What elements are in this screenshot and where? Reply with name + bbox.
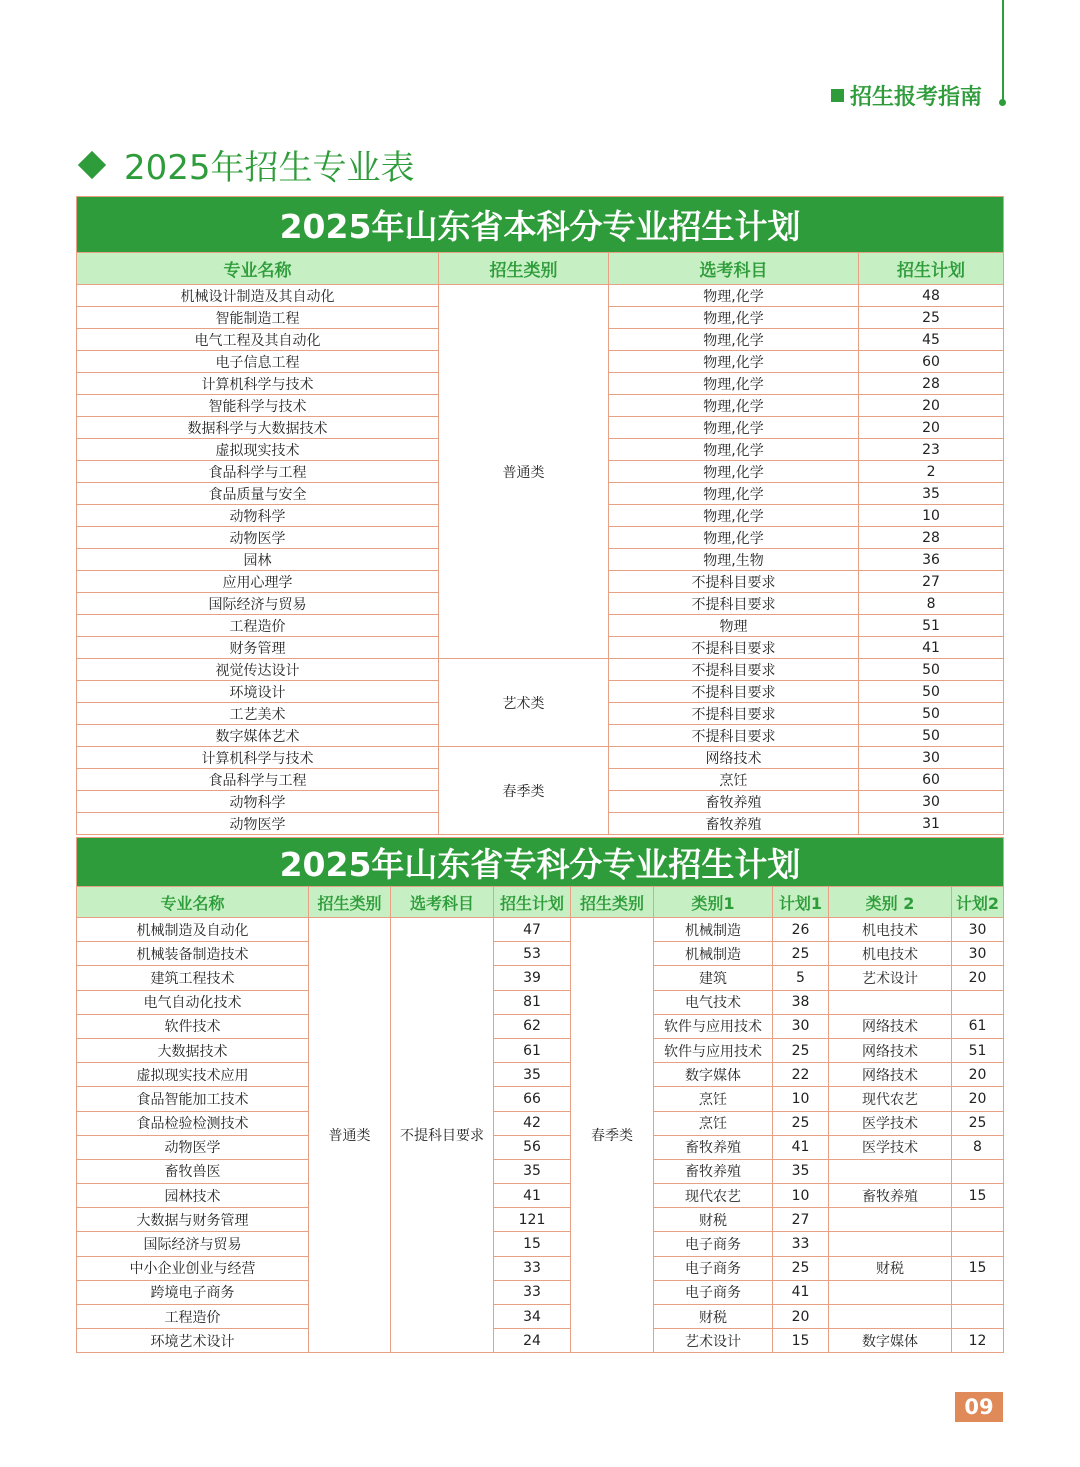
major-cell: 建筑工程技术 [77, 966, 309, 990]
section-title-text: 2025年招生专业表 [124, 148, 415, 188]
major-cell: 食品科学与工程 [77, 461, 439, 483]
subject-cell: 不提科目要求 [609, 659, 859, 681]
category2-cell [829, 1305, 952, 1329]
major-cell: 大数据技术 [77, 1038, 309, 1062]
plan-cell: 20 [859, 417, 1004, 439]
major-cell: 食品智能加工技术 [77, 1087, 309, 1111]
subject-cell: 物理,化学 [609, 417, 859, 439]
major-cell: 机械设计制造及其自动化 [77, 285, 439, 307]
plan-cell: 30 [859, 791, 1004, 813]
table-row [77, 1232, 1004, 1256]
plan-cell: 66 [494, 1087, 571, 1111]
subject-cell: 网络技术 [609, 747, 859, 769]
subject-cell: 物理,化学 [609, 527, 859, 549]
table-row [77, 659, 1004, 681]
col-header-spring-category: 招生类别 [571, 887, 654, 918]
plan2-cell [952, 990, 1004, 1014]
plan-cell: 60 [859, 351, 1004, 373]
major-cell: 大数据与财务管理 [77, 1208, 309, 1232]
plan1-cell: 20 [773, 1305, 829, 1329]
subject-cell: 物理,化学 [609, 351, 859, 373]
diamond-bullet-icon [78, 150, 106, 178]
plan2-cell [952, 1159, 1004, 1183]
plan-cell: 20 [859, 395, 1004, 417]
plan-cell: 48 [859, 285, 1004, 307]
plan-cell: 2 [859, 461, 1004, 483]
major-cell: 动物医学 [77, 813, 439, 835]
subject-cell: 物理,化学 [609, 285, 859, 307]
plan-cell: 28 [859, 527, 1004, 549]
plan1-cell: 27 [773, 1208, 829, 1232]
category1-cell: 机械制造 [654, 918, 773, 942]
category1-cell: 机械制造 [654, 942, 773, 966]
category2-cell: 现代农艺 [829, 1087, 952, 1111]
major-cell: 国际经济与贸易 [77, 1232, 309, 1256]
category2-cell: 财税 [829, 1256, 952, 1280]
major-cell: 动物医学 [77, 1135, 309, 1159]
plan1-cell: 5 [773, 966, 829, 990]
plan2-cell [952, 1305, 1004, 1329]
major-cell: 电气工程及其自动化 [77, 329, 439, 351]
plan2-cell: 8 [952, 1135, 1004, 1159]
plan2-cell: 51 [952, 1038, 1004, 1062]
major-cell: 虚拟现实技术 [77, 439, 439, 461]
plan-cell: 42 [494, 1111, 571, 1135]
plan-cell: 33 [494, 1256, 571, 1280]
plan-cell: 33 [494, 1280, 571, 1304]
guide-header [831, 80, 982, 111]
col-header-category: 招生类别 [439, 253, 609, 285]
table-row [77, 285, 1004, 307]
category1-cell: 畜牧养殖 [654, 1135, 773, 1159]
subject-cell: 物理,生物 [609, 549, 859, 571]
category1-cell: 软件与应用技术 [654, 1014, 773, 1038]
major-cell: 数字媒体艺术 [77, 725, 439, 747]
subject-cell: 物理 [609, 615, 859, 637]
table-row [77, 1280, 1004, 1304]
plan-cell: 36 [859, 549, 1004, 571]
plan-cell: 50 [859, 725, 1004, 747]
col-header-category2: 类别 2 [829, 887, 952, 918]
plan2-cell: 30 [952, 918, 1004, 942]
category2-cell [829, 1159, 952, 1183]
plan1-cell: 25 [773, 942, 829, 966]
major-cell: 机械制造及自动化 [77, 918, 309, 942]
category2-cell: 网络技术 [829, 1038, 952, 1062]
plan-cell: 51 [859, 615, 1004, 637]
plan-cell: 15 [494, 1232, 571, 1256]
subject-cell: 畜牧养殖 [609, 813, 859, 835]
major-cell: 电气自动化技术 [77, 990, 309, 1014]
table-row [77, 1038, 1004, 1062]
plan-cell: 30 [859, 747, 1004, 769]
category1-cell: 财税 [654, 1305, 773, 1329]
major-cell: 畜牧兽医 [77, 1159, 309, 1183]
plan1-cell: 25 [773, 1111, 829, 1135]
table-row [77, 1063, 1004, 1087]
subject-cell: 物理,化学 [609, 395, 859, 417]
major-cell: 智能制造工程 [77, 307, 439, 329]
major-cell: 食品质量与安全 [77, 483, 439, 505]
table-row [77, 1014, 1004, 1038]
plan1-cell: 15 [773, 1329, 829, 1353]
table-row [77, 942, 1004, 966]
table-row [77, 1208, 1004, 1232]
major-cell: 财务管理 [77, 637, 439, 659]
major-cell: 应用心理学 [77, 571, 439, 593]
subject-cell: 物理,化学 [609, 461, 859, 483]
major-cell: 动物科学 [77, 791, 439, 813]
plan2-cell [952, 1232, 1004, 1256]
page-number: 09 [955, 1392, 1003, 1422]
subject-cell: 不提科目要求 [609, 593, 859, 615]
subject-cell: 物理,化学 [609, 329, 859, 351]
category1-cell: 数字媒体 [654, 1063, 773, 1087]
plan-cell: 25 [859, 307, 1004, 329]
category1-cell: 建筑 [654, 966, 773, 990]
plan2-cell: 20 [952, 1087, 1004, 1111]
plan1-cell: 25 [773, 1256, 829, 1280]
plan-cell: 41 [859, 637, 1004, 659]
category1-cell: 软件与应用技术 [654, 1038, 773, 1062]
category2-cell [829, 1208, 952, 1232]
plan1-cell: 33 [773, 1232, 829, 1256]
plan-cell: 61 [494, 1038, 571, 1062]
category2-cell: 数字媒体 [829, 1329, 952, 1353]
table-row [77, 966, 1004, 990]
plan-cell: 62 [494, 1014, 571, 1038]
category2-cell [829, 990, 952, 1014]
plan1-cell: 10 [773, 1087, 829, 1111]
major-cell: 工艺美术 [77, 703, 439, 725]
subject-cell: 烹饪 [609, 769, 859, 791]
table-row [77, 918, 1004, 942]
category1-cell: 财税 [654, 1208, 773, 1232]
category1-cell: 烹饪 [654, 1111, 773, 1135]
category2-cell: 医学技术 [829, 1111, 952, 1135]
category2-cell: 医学技术 [829, 1135, 952, 1159]
plan-cell: 23 [859, 439, 1004, 461]
plan2-cell: 30 [952, 942, 1004, 966]
plan1-cell: 35 [773, 1159, 829, 1183]
plan1-cell: 25 [773, 1038, 829, 1062]
plan-cell: 39 [494, 966, 571, 990]
category1-cell: 电子商务 [654, 1280, 773, 1304]
plan-cell: 60 [859, 769, 1004, 791]
major-cell: 软件技术 [77, 1014, 309, 1038]
plan-cell: 35 [494, 1063, 571, 1087]
major-cell: 工程造价 [77, 1305, 309, 1329]
guide-label: 招生报考指南 [849, 85, 982, 110]
plan-cell: 50 [859, 681, 1004, 703]
major-cell: 智能科学与技术 [77, 395, 439, 417]
col-header-subject: 选考科目 [391, 887, 494, 918]
col-header-plan: 招生计划 [859, 253, 1004, 285]
major-cell: 环境艺术设计 [77, 1329, 309, 1353]
square-bullet-icon [831, 89, 844, 102]
plan1-cell: 41 [773, 1280, 829, 1304]
plan-cell: 10 [859, 505, 1004, 527]
plan2-cell: 20 [952, 966, 1004, 990]
category-cell: 春季类 [439, 747, 609, 835]
col-header-subject: 选考科目 [609, 253, 859, 285]
plan-cell: 35 [859, 483, 1004, 505]
subject-cell: 畜牧养殖 [609, 791, 859, 813]
category1-cell: 现代农艺 [654, 1184, 773, 1208]
category1-cell: 烹饪 [654, 1087, 773, 1111]
plan-cell: 47 [494, 918, 571, 942]
plan-cell: 121 [494, 1208, 571, 1232]
plan-cell: 24 [494, 1329, 571, 1353]
subject-cell: 物理,化学 [609, 373, 859, 395]
category2-cell: 畜牧养殖 [829, 1184, 952, 1208]
plan-cell: 45 [859, 329, 1004, 351]
vocational-table-title: 2025年山东省专科分专业招生计划 [77, 838, 1004, 887]
plan2-cell [952, 1208, 1004, 1232]
category2-cell [829, 1280, 952, 1304]
vertical-accent-line [1002, 0, 1004, 100]
major-cell: 园林 [77, 549, 439, 571]
plan-cell: 81 [494, 990, 571, 1014]
subject-cell: 物理,化学 [609, 505, 859, 527]
category1-cell: 畜牧养殖 [654, 1159, 773, 1183]
col-header-major: 专业名称 [77, 253, 439, 285]
plan-cell: 35 [494, 1159, 571, 1183]
plan-cell: 53 [494, 942, 571, 966]
col-header-category1: 类别1 [654, 887, 773, 918]
plan-cell: 56 [494, 1135, 571, 1159]
col-header-major: 专业名称 [77, 887, 309, 918]
major-cell: 计算机科学与技术 [77, 747, 439, 769]
plan1-cell: 38 [773, 990, 829, 1014]
major-cell: 动物科学 [77, 505, 439, 527]
subject-cell: 不提科目要求 [609, 725, 859, 747]
accent-dot [999, 99, 1006, 106]
plan1-cell: 10 [773, 1184, 829, 1208]
category2-cell: 网络技术 [829, 1014, 952, 1038]
major-cell: 中小企业创业与经营 [77, 1256, 309, 1280]
table-row [77, 990, 1004, 1014]
col-header-plan2: 计划2 [952, 887, 1004, 918]
category2-cell: 艺术设计 [829, 966, 952, 990]
table-row [77, 1111, 1004, 1135]
category2-cell [829, 1232, 952, 1256]
section-title [80, 140, 415, 189]
table-row [77, 1159, 1004, 1183]
major-cell: 园林技术 [77, 1184, 309, 1208]
subject-cell: 不提科目要求 [609, 703, 859, 725]
plan2-cell: 20 [952, 1063, 1004, 1087]
table-row [77, 1135, 1004, 1159]
subject-cell: 物理,化学 [609, 483, 859, 505]
major-cell: 虚拟现实技术应用 [77, 1063, 309, 1087]
plan-cell: 27 [859, 571, 1004, 593]
major-cell: 动物医学 [77, 527, 439, 549]
category1-cell: 电子商务 [654, 1256, 773, 1280]
plan-cell: 31 [859, 813, 1004, 835]
major-cell: 食品科学与工程 [77, 769, 439, 791]
table-row [77, 747, 1004, 769]
plan-cell: 50 [859, 659, 1004, 681]
category-cell: 艺术类 [439, 659, 609, 747]
plan2-cell: 15 [952, 1184, 1004, 1208]
plan-cell: 28 [859, 373, 1004, 395]
major-cell: 机械装备制造技术 [77, 942, 309, 966]
table-row [77, 1256, 1004, 1280]
category1-cell: 艺术设计 [654, 1329, 773, 1353]
plan-cell: 41 [494, 1184, 571, 1208]
vocational-plan-table [76, 837, 1004, 1353]
plan-cell: 34 [494, 1305, 571, 1329]
category2-cell: 机电技术 [829, 942, 952, 966]
plan2-cell: 15 [952, 1256, 1004, 1280]
plan1-cell: 41 [773, 1135, 829, 1159]
table-row [77, 1329, 1004, 1353]
subject-cell: 物理,化学 [609, 439, 859, 461]
undergrad-table-title: 2025年山东省本科分专业招生计划 [77, 197, 1004, 253]
major-cell: 数据科学与大数据技术 [77, 417, 439, 439]
major-cell: 视觉传达设计 [77, 659, 439, 681]
plan1-cell: 30 [773, 1014, 829, 1038]
category1-cell: 电子商务 [654, 1232, 773, 1256]
col-header-plan1: 计划1 [773, 887, 829, 918]
category2-cell: 网络技术 [829, 1063, 952, 1087]
subject-cell: 不提科目要求 [609, 571, 859, 593]
table-row [77, 1184, 1004, 1208]
major-cell: 工程造价 [77, 615, 439, 637]
major-cell: 国际经济与贸易 [77, 593, 439, 615]
col-header-category: 招生类别 [309, 887, 391, 918]
table-row [77, 1305, 1004, 1329]
plan2-cell: 25 [952, 1111, 1004, 1135]
major-cell: 计算机科学与技术 [77, 373, 439, 395]
category2-cell: 机电技术 [829, 918, 952, 942]
plan2-cell [952, 1280, 1004, 1304]
subject-cell: 不提科目要求 [391, 918, 494, 1353]
plan1-cell: 26 [773, 918, 829, 942]
plan-cell: 8 [859, 593, 1004, 615]
plan2-cell: 12 [952, 1329, 1004, 1353]
undergrad-plan-table [76, 196, 1004, 835]
plan2-cell: 61 [952, 1014, 1004, 1038]
subject-cell: 物理,化学 [609, 307, 859, 329]
major-cell: 环境设计 [77, 681, 439, 703]
plan1-cell: 22 [773, 1063, 829, 1087]
col-header-plan: 招生计划 [494, 887, 571, 918]
major-cell: 食品检验检测技术 [77, 1111, 309, 1135]
spring-category-cell: 春季类 [571, 918, 654, 1353]
table-row [77, 1087, 1004, 1111]
plan-cell: 50 [859, 703, 1004, 725]
subject-cell: 不提科目要求 [609, 637, 859, 659]
major-cell: 电子信息工程 [77, 351, 439, 373]
category-cell: 普通类 [309, 918, 391, 1353]
major-cell: 跨境电子商务 [77, 1280, 309, 1304]
category1-cell: 电气技术 [654, 990, 773, 1014]
category-cell: 普通类 [439, 285, 609, 659]
subject-cell: 不提科目要求 [609, 681, 859, 703]
